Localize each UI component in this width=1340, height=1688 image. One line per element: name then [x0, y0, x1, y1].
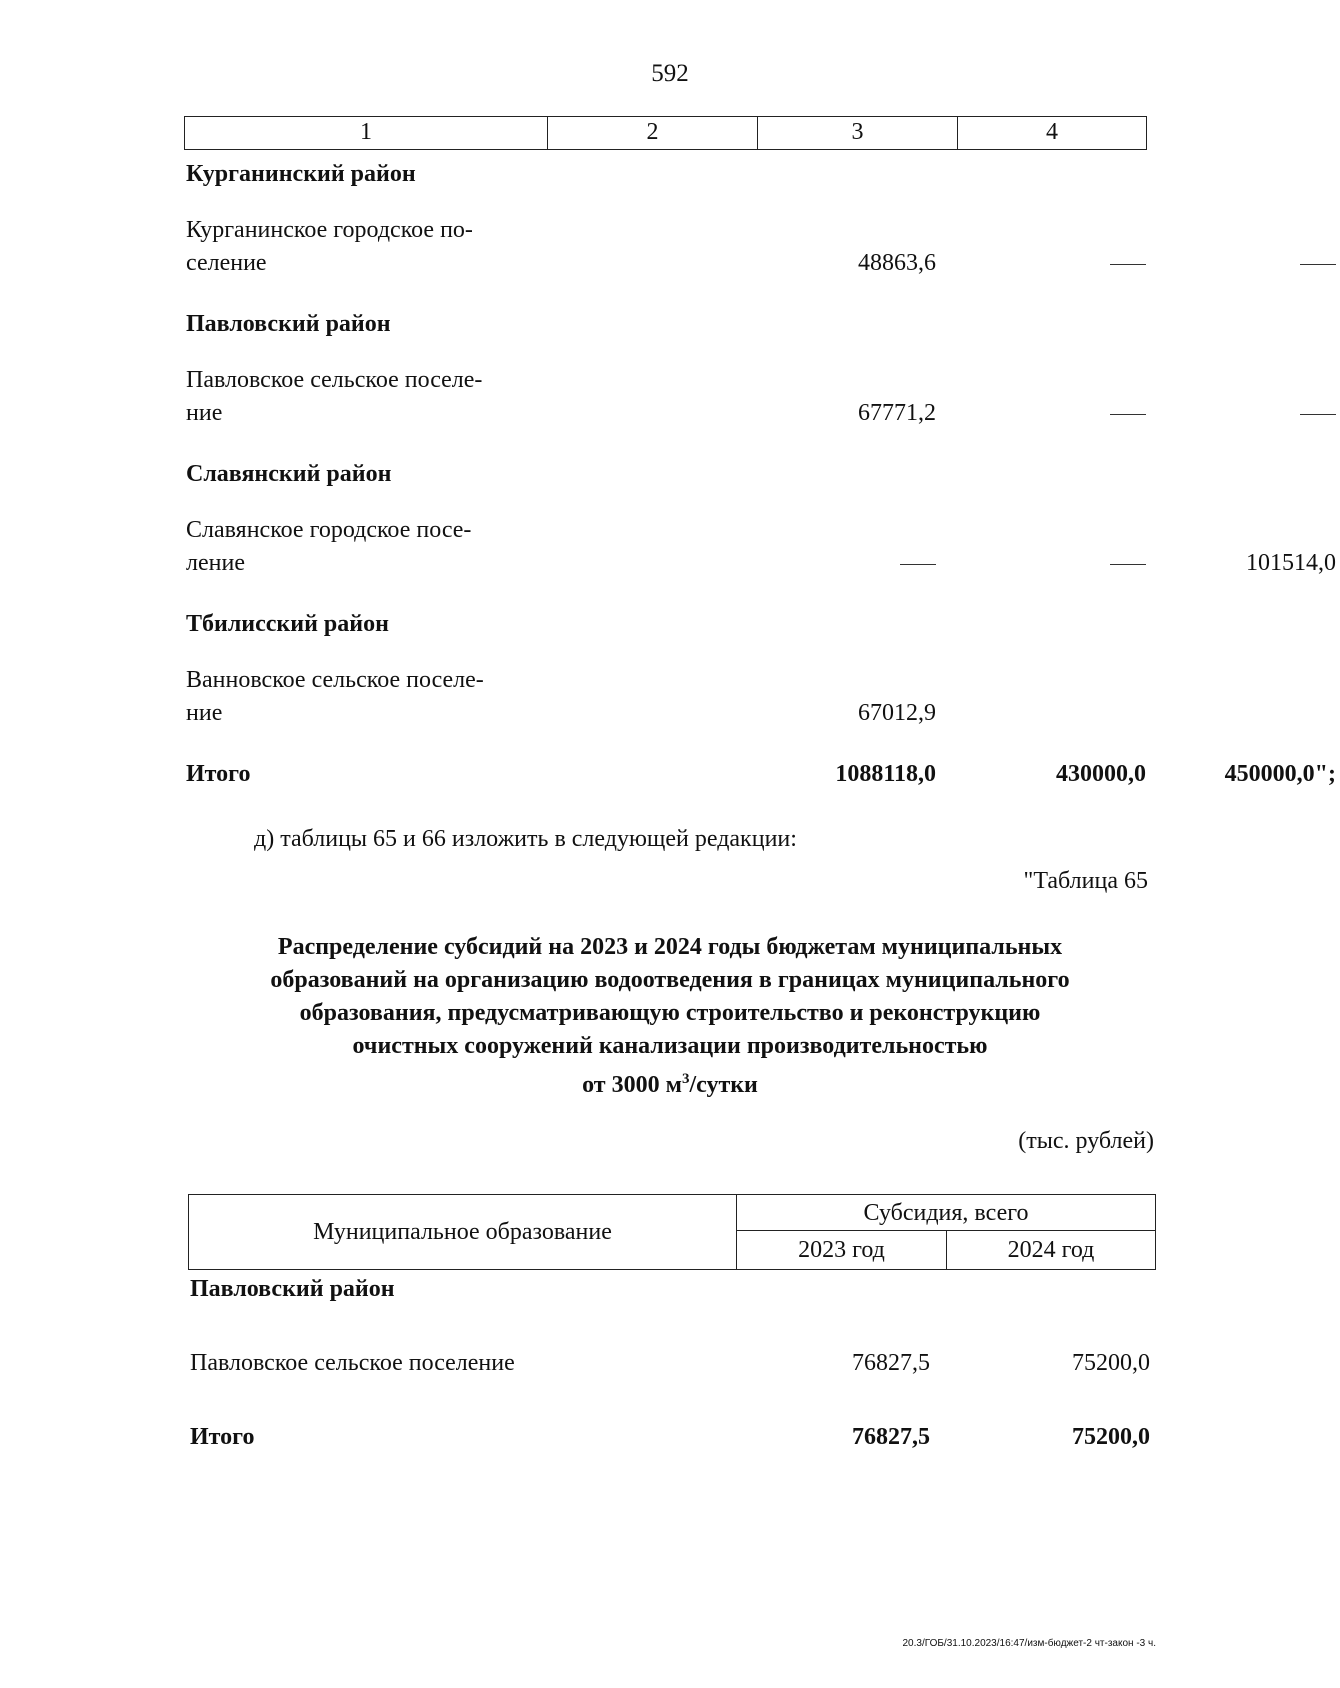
empty-dash — [1176, 247, 1336, 280]
table2-title-line: образования, предусматривающую строительство и реконструкцию — [299, 1000, 1041, 1026]
header-year-2023: 2023 год — [737, 1231, 947, 1269]
amendment-paragraph: д) таблицы 65 и 66 изложить в следующей редакции: — [254, 826, 797, 852]
district-row — [186, 308, 1146, 342]
value-c2: 48863,6 — [858, 250, 936, 276]
value-c4: 450000,0"; — [1224, 761, 1336, 787]
dash-mark — [1110, 264, 1146, 265]
title-suffix: /сутки — [689, 1072, 758, 1098]
entity-row — [186, 514, 1336, 580]
district-name: Павловский район — [190, 1276, 395, 1302]
empty-dash — [976, 247, 1146, 280]
units-label: (тыс. рублей) — [1018, 1128, 1154, 1154]
page-number: 592 — [651, 60, 689, 87]
value-c2: 67012,9 — [858, 700, 936, 726]
table1-header-col1: 1 — [360, 119, 372, 145]
table-label: "Таблица 65 — [1023, 868, 1148, 894]
empty-dash — [976, 547, 1146, 580]
empty-dash — [1176, 397, 1336, 430]
entity-name: Павловское сельское поселе- ние — [186, 367, 483, 426]
table2-title-line: образований на организацию водоотведения в границах муниципального — [270, 967, 1070, 993]
value-c2: 1088118,0 — [835, 761, 936, 787]
table1-header-col4: 4 — [957, 117, 1146, 149]
table2-title — [150, 931, 1190, 1102]
dash-mark — [1300, 264, 1336, 265]
dash-mark — [1110, 564, 1146, 565]
header-subsidy: Субсидия, всего — [737, 1195, 1155, 1231]
dash-mark — [1110, 414, 1146, 415]
district-name: Славянский район — [186, 461, 392, 487]
dash-mark — [1300, 414, 1336, 415]
entity-value-2024: 75200,0 — [1072, 1350, 1150, 1376]
total-row — [186, 758, 1336, 792]
table1-header-col2: 2 — [547, 117, 757, 149]
title-prefix: от 3000 м — [582, 1072, 682, 1098]
total-label: Итого — [186, 761, 251, 787]
value-c3: 430000,0 — [1056, 761, 1146, 787]
district-row — [186, 158, 1146, 192]
district-name: Тбилисский район — [186, 611, 389, 637]
total-value-2023: 76827,5 — [852, 1424, 930, 1450]
table1-header — [184, 116, 1147, 150]
district-name: Курганинский район — [186, 161, 416, 187]
empty-dash — [976, 397, 1146, 430]
dash-mark — [900, 564, 936, 565]
table2-title-line: очистных сооружений канализации производительностью — [352, 1033, 988, 1059]
table2-title-line-last — [150, 1063, 1190, 1102]
value-c2: 67771,2 — [858, 400, 936, 426]
value-c4: 101514,0 — [1246, 550, 1336, 576]
table2-title-line: Распределение субсидий на 2023 и 2024 годы бюджетам муниципальных — [277, 934, 1063, 960]
entity-row — [186, 364, 1146, 430]
empty-dash — [586, 547, 936, 580]
entity-value-2023: 76827,5 — [852, 1350, 930, 1376]
total-label: Итого — [190, 1424, 255, 1450]
district-row — [186, 458, 1146, 492]
title-superscript: 3 — [681, 1071, 690, 1087]
table1-header-col3: 3 — [757, 117, 957, 149]
total-value-2024: 75200,0 — [1072, 1424, 1150, 1450]
entity-name: Курганинское городское по- селение — [186, 217, 473, 276]
entity-name: Ванновское сельское поселе- ние — [186, 667, 484, 726]
header-year-2024: 2024 год — [1007, 1237, 1095, 1263]
header-municipality: Муниципальное образование — [189, 1195, 737, 1269]
entity-name: Славянское городское посе- ление — [186, 517, 472, 576]
entity-name: Павловское сельское поселение — [190, 1350, 515, 1376]
entity-row — [186, 214, 1146, 280]
district-name: Павловский район — [186, 311, 391, 337]
entity-row — [186, 664, 1146, 730]
district-row — [186, 608, 1146, 642]
table2-header — [188, 1194, 1156, 1270]
footer-reference: 20.3/ГОБ/31.10.2023/16:47/изм-бюджет-2 чт-закон -3 ч. — [902, 1638, 1156, 1649]
